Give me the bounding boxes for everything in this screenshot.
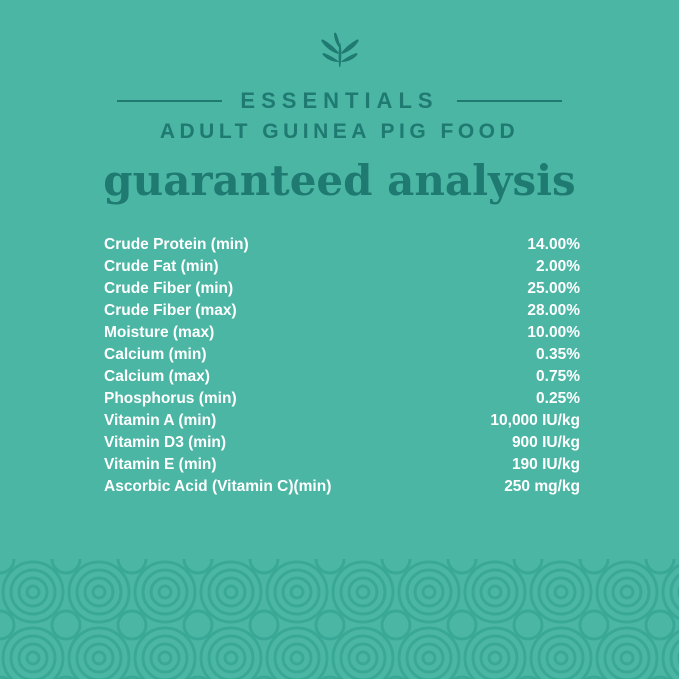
page-title: guaranteed analysis <box>103 156 576 205</box>
nutrient-amount: 0.35% <box>536 346 580 363</box>
nutrient-label: Crude Fiber (min) <box>104 280 234 297</box>
nutrient-label: Moisture (max) <box>104 324 215 341</box>
nutrient-amount: 25.00% <box>527 280 580 297</box>
rule-left <box>117 100 222 102</box>
table-row <box>104 234 580 256</box>
table-row <box>104 454 580 476</box>
eyebrow-row <box>0 90 679 112</box>
nutrient-amount: 10.00% <box>527 324 580 341</box>
nutrient-label: Ascorbic Acid (Vitamin C)(min) <box>104 478 332 495</box>
nutrient-amount: 28.00% <box>527 302 580 319</box>
table-row <box>104 344 580 366</box>
nutrient-amount: 190 IU/kg <box>511 456 580 473</box>
nutrient-label: Vitamin D3 (min) <box>104 434 227 451</box>
nutrient-amount: 0.75% <box>536 368 580 385</box>
table-row <box>104 322 580 344</box>
table-row <box>104 388 580 410</box>
decorative-wave-pattern <box>0 559 679 679</box>
table-row <box>104 256 580 278</box>
nutrient-label: Calcium (min) <box>104 346 207 363</box>
nutrient-amount: 2.00% <box>536 258 580 275</box>
table-row <box>104 300 580 322</box>
table-row <box>104 366 580 388</box>
nutrient-amount: 900 IU/kg <box>511 434 580 451</box>
table-row <box>104 432 580 454</box>
nutrient-label: Crude Protein (min) <box>104 236 249 253</box>
nutrient-label: Calcium (max) <box>104 368 210 385</box>
leaf-sprig-icon <box>0 32 679 83</box>
nutrient-label: Crude Fat (min) <box>104 258 219 275</box>
nutrient-amount: 10,000 IU/kg <box>490 412 580 429</box>
table-row <box>104 476 580 498</box>
nutrient-label: Vitamin A (min) <box>104 412 217 429</box>
rule-right <box>457 100 562 102</box>
nutrient-label: Crude Fiber (max) <box>104 302 237 319</box>
table-row <box>104 278 580 300</box>
analysis-table <box>104 234 580 498</box>
nutrient-label: Vitamin E (min) <box>104 456 217 473</box>
product-subtitle: ADULT GUINEA PIG FOOD <box>159 120 520 143</box>
nutrient-amount: 250 mg/kg <box>504 478 580 495</box>
nutrient-label: Phosphorus (min) <box>104 390 237 407</box>
table-row <box>104 410 580 432</box>
eyebrow-label: ESSENTIALS <box>240 88 439 113</box>
nutrient-amount: 0.25% <box>536 390 580 407</box>
nutrient-amount: 14.00% <box>527 236 580 253</box>
